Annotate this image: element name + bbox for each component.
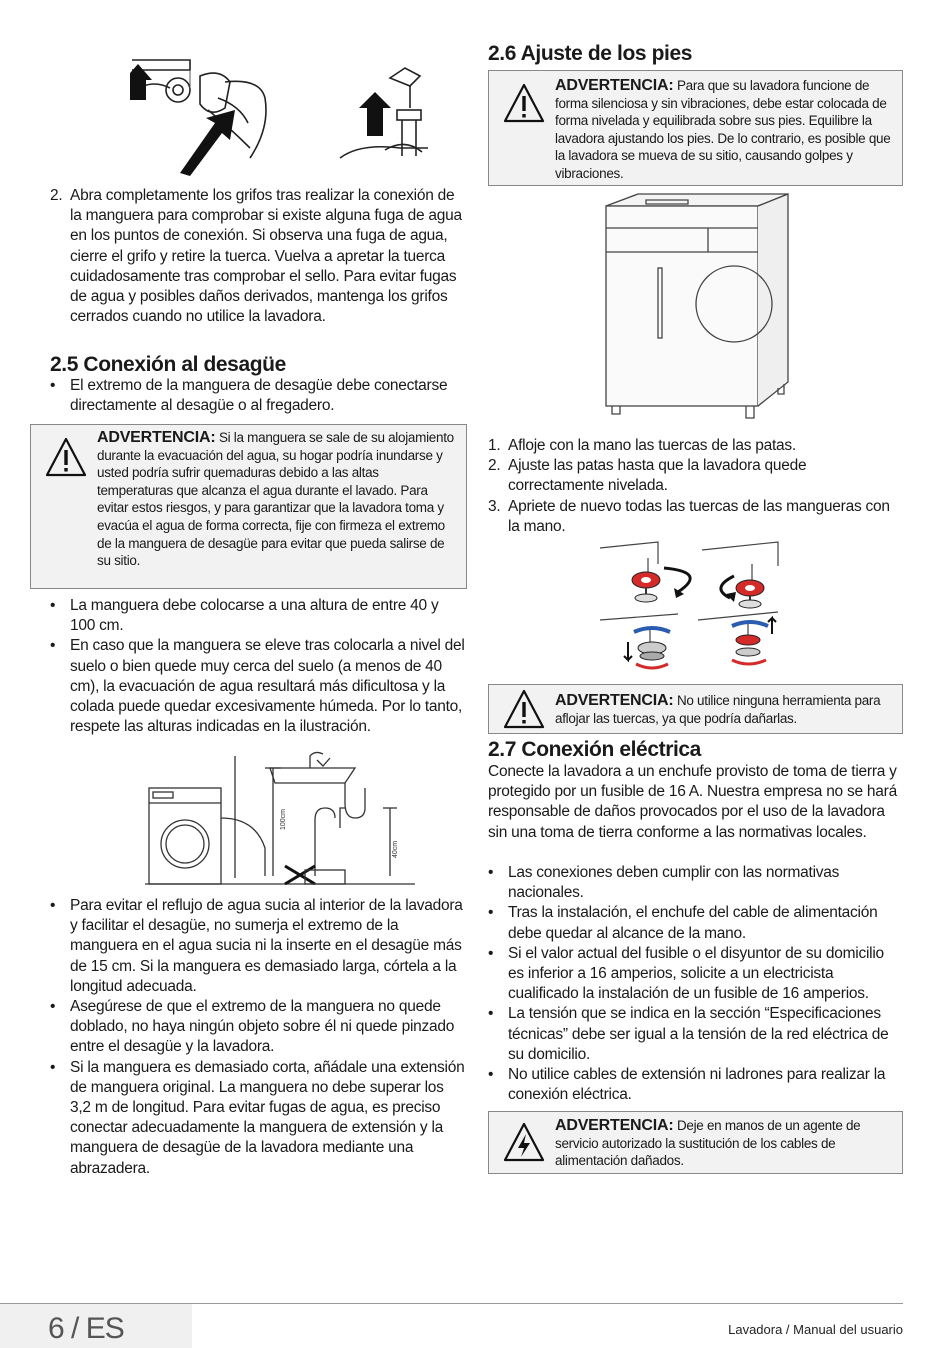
drain-height-figure bbox=[145, 748, 415, 888]
tap-connection-figure bbox=[130, 48, 430, 178]
warning-box-drain bbox=[30, 424, 467, 589]
list-item: • No utilice cables de extensión ni ladrones para realizar la conexión eléctrica. bbox=[488, 1066, 886, 1104]
list-item: • Si la manguera es demasiado corta, añádale una extensión de manguera original. La manguera no debe superar los 3,2 m de longitud. Para evitar fugas de agua, es preciso conectar adecuadamente la manguera de extensión y la manguera de desagüe de la lavadora mediante una abrazadera. bbox=[50, 1058, 465, 1177]
list-item: • En caso que la manguera se eleve tras colocarla a nivel del suelo o bien quede muy cerca del suelo (a menos de 40 cm), la evacuación de agua resultará más dificultosa y la colada puede quedar excesivamente húmeda. Por lo tanto, respete las alturas indicadas en la ilustración. bbox=[50, 637, 465, 736]
washing-machine-figure bbox=[598, 192, 798, 422]
step-item: 2. Abra completamente los grifos tras realizar la conexión de la manguera para comprobar si existe alguna fuga de agua en los puntos de conexión. Si observa una fuga de agua, cierre el grifo y retire la tuerca. Vuelva a apretar la tuerca cuidadosamente tras comprobar el sello. Para evitar fugas de agua y posibles daños derivados, mantenga los grifos cerrados cuando no utilice la lavadora. bbox=[50, 187, 462, 326]
footer-divider bbox=[0, 1303, 903, 1304]
list-item: • Asegúrese de que el extremo de la manguera no quede doblado, no haya ningún objeto sobre él ni quede pinzado entre el desagüe y la lavadora. bbox=[50, 998, 455, 1056]
step-item: 1. Afloje con la mano las tuercas de las patas. bbox=[488, 437, 796, 454]
feet-adjust-figure bbox=[598, 536, 788, 676]
section-heading-2-6: 2.6 Ajuste de los pies bbox=[488, 42, 692, 65]
page-number: 6 / ES bbox=[48, 1312, 124, 1345]
warning-text: ADVERTENCIA: Para que su lavadora funcione de forma silenciosa y sin vibraciones, debe estar colocada de forma nivelada y equilibrada sobre sus pies. Equilibre la lavadora ajustando los pies. De lo contrario, es posible que la lavadora se mueva de su sitio, causando golpes y vibraciones. bbox=[555, 77, 891, 181]
warning-box-tools bbox=[488, 684, 903, 734]
list-item: • Para evitar el reflujo de agua sucia al interior de la lavadora y facilitar el desagüe, no sumerja el extremo de la manguera en el agua sucia ni la inserte en el desagüe más de 15 cm. Si la manguera es demasiado larga, córtela a la longitud adecuada. bbox=[50, 897, 463, 995]
electric-hazard-icon bbox=[503, 1122, 545, 1162]
list-item: • El extremo de la manguera de desagüe debe conectarse directamente al desagüe o al fregadero. bbox=[50, 377, 448, 415]
step-text: Abra completamente los grifos tras realizar la conexión de la manguera para comprobar si existe alguna fuga de agua en los puntos de conexión. Si observa una fuga de agua, cierre el grifo y retire la tuerca. Vuelva a apretar la tuerca cuidadosamente tras comprobar el sello. Para evitar fugas de agua y posibles daños derivados, mantenga los grifos cerrados cuando no utilice la lavadora. bbox=[70, 187, 462, 326]
warning-triangle-icon bbox=[503, 83, 545, 123]
section-heading-2-5: 2.5 Conexión al desagüe bbox=[50, 353, 286, 376]
warning-triangle-icon bbox=[45, 437, 87, 477]
section-heading-2-7: 2.7 Conexión eléctrica bbox=[488, 738, 701, 761]
step-item: 3. Apriete de nuevo todas las tuercas de las mangueras con la mano. bbox=[488, 497, 890, 535]
electrical-intro: Conecte la lavadora a un enchufe provisto de toma de tierra y protegido por un fusible de 16 A. Nuestra empresa no se hará responsable de daños provocados por el uso de la lavadora sin una toma de tierra conforme a las normativas locales. bbox=[488, 763, 897, 841]
list-item: • La tensión que se indica en la sección “Especificaciones técnicas” debe ser igual a la tensión de la red eléctrica de su domicilio. bbox=[488, 1005, 889, 1063]
list-item: • Tras la instalación, el enchufe del cable de alimentación debe quedar al alcance de la mano. bbox=[488, 904, 878, 942]
warning-text: ADVERTENCIA: Si la manguera se sale de su alojamiento durante la evacuación del agua, su hogar podría inundarse y usted podría sufrir quemaduras debido a las altas temperaturas que alcanza el agua durante el lavado. Para evitar estos riesgos, y para garantizar que la lavadora toma y evacúa el agua de forma correcta, fije con firmeza el extremo de la manguera de desagüe para evitar que pueda salirse de su sitio. bbox=[97, 429, 454, 569]
warning-box-feet bbox=[488, 70, 903, 186]
warning-triangle-icon bbox=[503, 689, 545, 729]
list-item: • Si el valor actual del fusible o el disyuntor de su domicilio es inferior a 16 amperios, solicite a un electricista cualificado la instalación de un fusible de 16 amperios. bbox=[488, 944, 884, 1003]
height-label-40: 40cm bbox=[392, 840, 399, 858]
list-item: • Las conexiones deben cumplir con las normativas nacionales. bbox=[488, 864, 840, 902]
step-item: 2. Ajuste las patas hasta que la lavadora quede correctamente nivelada. bbox=[488, 457, 807, 495]
height-label-100: 100cm bbox=[280, 808, 287, 830]
list-item: • La manguera debe colocarse a una altura de entre 40 y 100 cm. bbox=[50, 597, 439, 635]
warning-text: ADVERTENCIA: No utilice ninguna herramienta para aflojar las tuercas, ya que podría dañarlas. bbox=[555, 692, 881, 726]
warning-box-electric bbox=[488, 1111, 903, 1174]
warning-text: ADVERTENCIA: Deje en manos de un agente de servicio autorizado la sustitución de los cables de alimentación dañados. bbox=[555, 1117, 861, 1169]
footer-title: Lavadora / Manual del usuario bbox=[728, 1322, 903, 1337]
